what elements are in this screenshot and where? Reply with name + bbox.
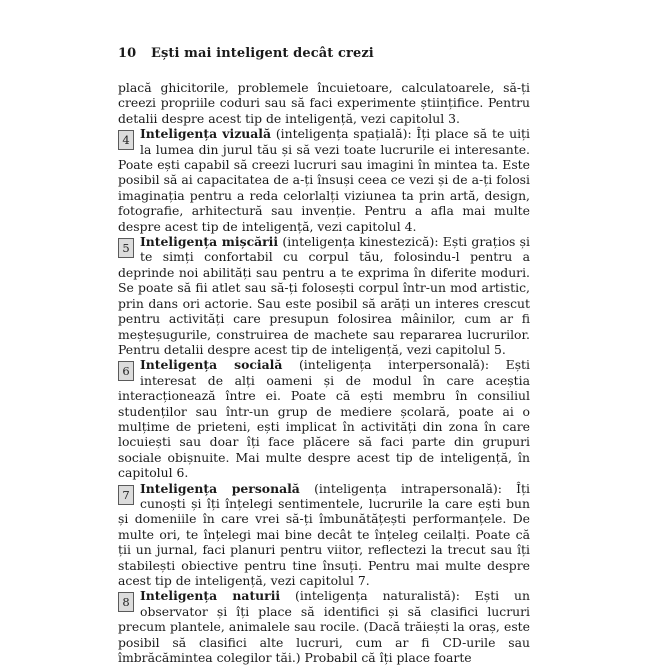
intro-paragraph: placă ghicitorile, problemele încuietoare, calculatoarele, să-ți creezi propriile coduri sau să faci experimente științifice. Pentru detalii despre acest tip de inteligență, vezi capitolul 3. [118, 80, 530, 126]
section-visual [118, 126, 530, 234]
section-personal [118, 481, 530, 589]
section-movement [118, 234, 530, 357]
book-title: Ești mai inteligent decât crezi [150, 46, 374, 61]
section-text: (inteligența intrapersonală): Îți cunoști și îți înțelegi sentimentele, lucrurile la care ești bun și domeniile în care vrei să-ți îmbunătățești performanțele. De multe ori, te înțelegi mai bine decât te înțeleg ceilalți. Poate că ții un jurnal, faci planuri pentru viitor, reflectezi la trecut sau îți stabilești obiective pentru tine însuți. Pentru mai multe despre acest tip de inteligență, vezi capitolul 7. [118, 480, 530, 588]
section-text: (inteligența spațială): Îți place să te uiți la lumea din jurul tău și să vezi toate lucrurile ei interesante. Poate ești capabil să creezi lucruri sau imagini în mintea ta. Este posibil să ai capacitatea de a-ți însuși ceea ce vezi și de a-ți folosi imaginația pentru a reda celorlalți viziunea ta prin artă, design, fotografie, arhitectură sau invenție. Pentru a afla mai multe despre acest tip de inteligență, vezi capitolul 4. [118, 126, 530, 234]
running-header [118, 46, 374, 61]
section-number-badge: 8 [118, 592, 134, 612]
section-term: Inteligența vizuală [140, 126, 272, 142]
section-number-badge: 5 [118, 238, 134, 258]
section-text: (inteligența interpersonală): Ești interesat de alți oameni și de modul în care aceștia interacționează între ei. Poate că ești membru în consiliul studenților sau într-un grup de mediere școlară, poate ai o mulțime de prieteni, ești implicat în activități din zona în care locuiești sau doar îți face plăcere să faci parte din grupuri sociale obișnuite. Mai multe despre acest tip de inteligență, în capitolul 6. [118, 357, 531, 481]
section-term: Inteligența socială [140, 357, 283, 373]
section-text: (inteligența kinestezică): Ești grațios și te simți confortabil cu corpul tău, folosindu-l pentru a deprinde noi abilități sau pentru a te exprima în diferite moduri. Se poate să fii atlet sau să-ți folosești corpul într-un mod artistic, prin dans ori actorie. Sau este posibil să arăți un interes crescut pentru activități care presupun folosirea mâinilor, cum ar fi meșteșugurile, construirea de machete sau repararea lucrurilor. Pentru detalii despre acest tip de inteligență, vezi capitolul 5. [118, 234, 530, 357]
section-social [118, 357, 530, 480]
page-body [118, 80, 530, 665]
section-number-badge: 6 [118, 361, 134, 381]
section-term: Inteligența mișcării [140, 234, 279, 250]
page-number: 10 [118, 46, 137, 61]
section-number-badge: 7 [118, 485, 134, 505]
section-text: (inteligența naturalistă): Ești un observator și îți place să identifici și să clasifici lucruri precum plantele, animalele sau rocile. (Dacă trăiești la oraș, este posibil să clasifici alte lucruri, cum ar fi CD-urile sau îmbrăcămintea colegilor tăi.) Probabil că îți place foarte [118, 588, 530, 665]
section-term: Inteligența naturii [140, 588, 281, 604]
section-term: Inteligența personală [140, 480, 300, 496]
section-number-badge: 4 [118, 130, 134, 150]
section-nature [118, 588, 530, 665]
